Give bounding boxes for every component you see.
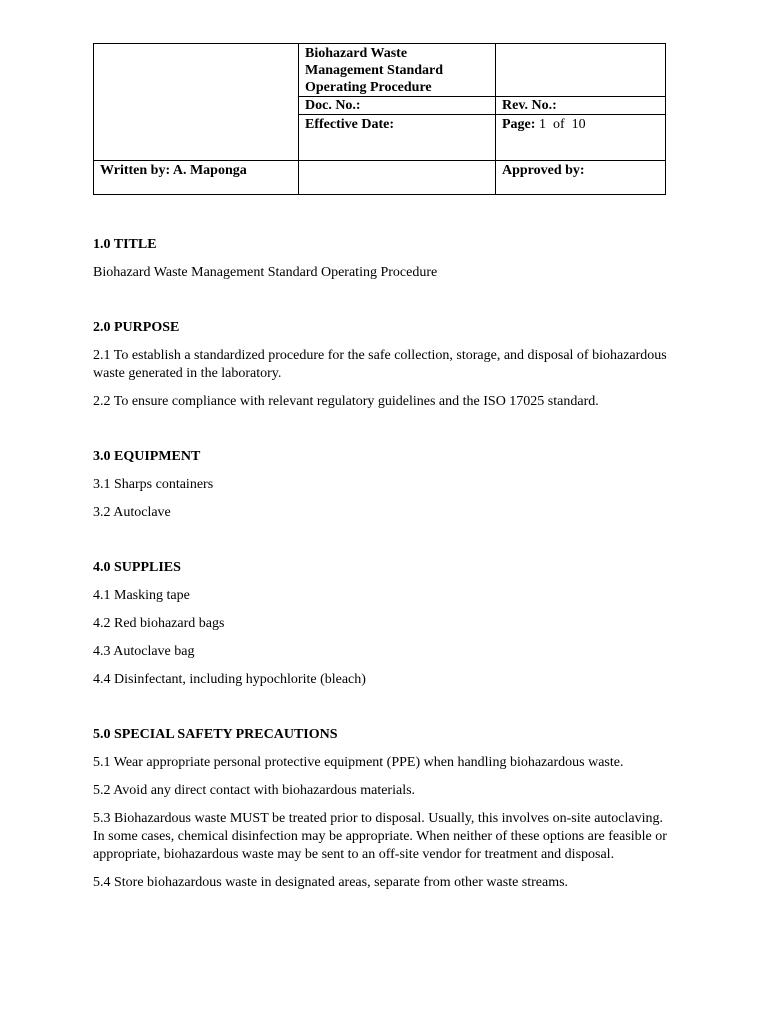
blank-cell [496, 44, 666, 97]
section-heading-equipment: 3.0 EQUIPMENT [93, 449, 201, 464]
purpose-item: 2.2 To ensure compliance with relevant regulatory guidelines and the ISO 17025 standard. [93, 394, 599, 409]
safety-item: 5.2 Avoid any direct contact with biohazardous materials. [93, 783, 416, 798]
document-header-table [93, 43, 666, 195]
section-heading-supplies: 4.0 SUPPLIES [93, 560, 181, 575]
supplies-item: 4.2 Red biohazard bags [93, 616, 225, 631]
blank-cell [299, 161, 496, 195]
page-value: 1 of 10 [538, 117, 586, 132]
doc-title-cell [299, 44, 496, 97]
doc-no-label: Doc. No.: [299, 97, 496, 115]
section-heading-safety: 5.0 SPECIAL SAFETY PRECAUTIONS [93, 727, 338, 742]
equipment-item: 3.1 Sharps containers [93, 477, 214, 492]
section-heading-title: 1.0 TITLE [93, 237, 157, 252]
section-heading-purpose: 2.0 PURPOSE [93, 320, 180, 335]
page-label: Page: [502, 117, 536, 132]
safety-item: 5.3 Biohazardous waste MUST be treated prior to disposal. Usually, this involves on-site autoclaving. In some cases, chemical disinfection may be appropriate. When neither of these options are feasible or appropriate, biohazardous waste may be sent to an off-site vendor for treatment and disposal. [93, 811, 667, 862]
approved-by: Approved by: [496, 161, 666, 195]
document-body [93, 236, 673, 892]
supplies-item: 4.4 Disinfectant, including hypochlorite (bleach) [93, 672, 366, 687]
page-cell [496, 115, 666, 161]
doc-title: Biohazard Waste Management Standard Operating Procedure [305, 46, 444, 95]
supplies-item: 4.3 Autoclave bag [93, 644, 195, 659]
logo-cell [94, 44, 299, 161]
written-by: Written by: A. Maponga [94, 161, 299, 195]
equipment-item: 3.2 Autoclave [93, 505, 171, 520]
safety-item: 5.4 Store biohazardous waste in designated areas, separate from other waste streams. [93, 875, 569, 890]
purpose-item: 2.1 To establish a standardized procedure for the safe collection, storage, and disposal of biohazardous waste generated in the laboratory. [93, 348, 667, 381]
title-text: Biohazard Waste Management Standard Operating Procedure [93, 265, 438, 280]
rev-no-label: Rev. No.: [496, 97, 666, 115]
supplies-item: 4.1 Masking tape [93, 588, 190, 603]
safety-item: 5.1 Wear appropriate personal protective equipment (PPE) when handling biohazardous waste. [93, 755, 624, 770]
effective-date-label: Effective Date: [299, 115, 496, 161]
